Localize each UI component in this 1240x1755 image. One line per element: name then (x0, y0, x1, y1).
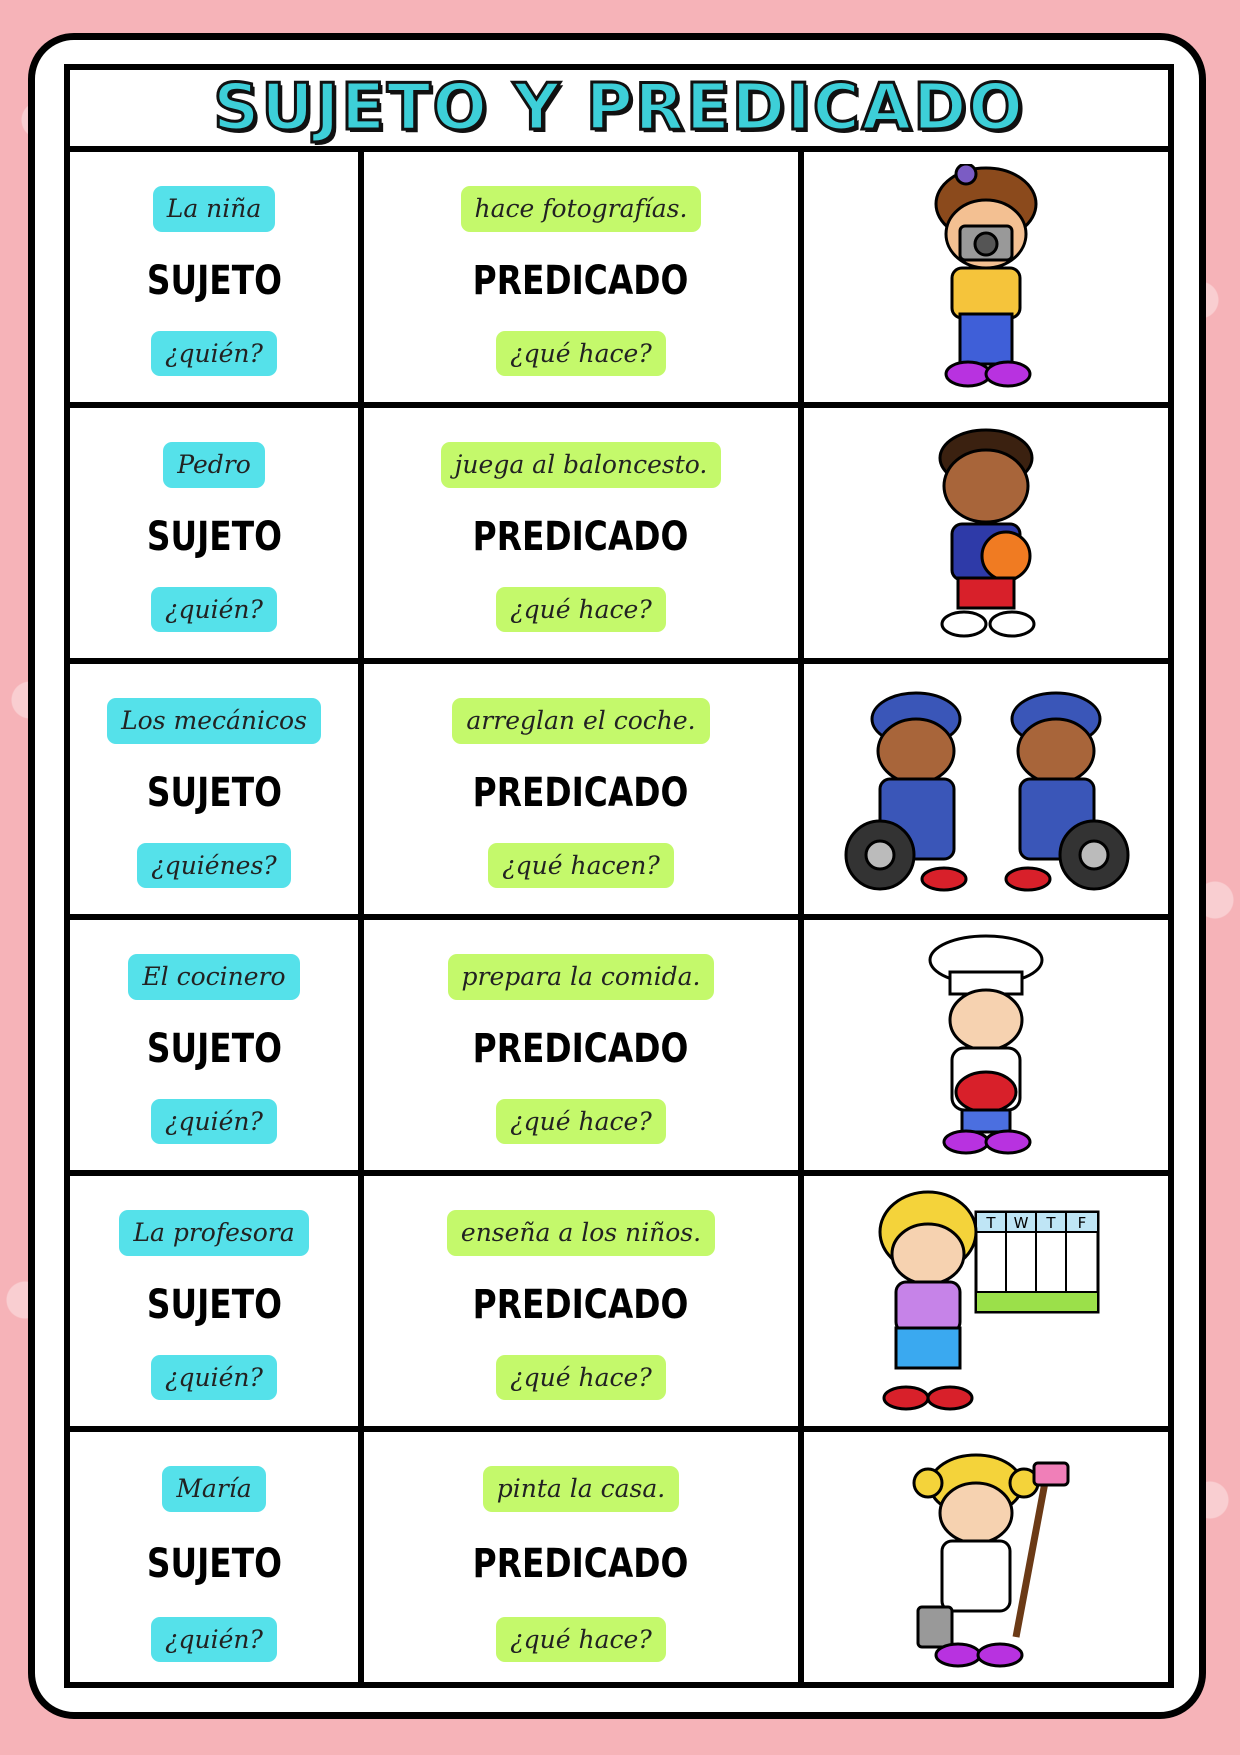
table-row (70, 408, 1168, 664)
subject-cell (70, 408, 364, 658)
subject-label: SUJETO (146, 258, 282, 304)
picture-cell (804, 664, 1168, 914)
predicate-cell (364, 1176, 804, 1426)
predicate-cell (364, 1432, 804, 1688)
predicate-pill: arreglan el coche. (452, 698, 709, 744)
predicate-cell (364, 152, 804, 402)
subject-cell (70, 664, 364, 914)
predicate-question-pill: ¿qué hacen? (488, 843, 674, 889)
predicate-question-pill: ¿qué hace? (496, 1617, 665, 1663)
subject-question-pill: ¿quiénes? (137, 843, 290, 889)
subject-pill: La profesora (119, 1210, 308, 1256)
girl-with-camera-illustration (916, 164, 1056, 390)
picture-cell (804, 1432, 1168, 1688)
picture-cell (804, 1176, 1168, 1426)
teacher-with-weather-chart-illustration (866, 1188, 1106, 1414)
subject-question-pill: ¿quién? (151, 1355, 277, 1401)
girl-painting-illustration (896, 1447, 1076, 1673)
predicate-pill: juega al baloncesto. (441, 442, 722, 488)
subject-question-pill: ¿quién? (151, 1617, 277, 1663)
predicate-question-pill: ¿qué hace? (496, 331, 665, 377)
picture-cell (804, 408, 1168, 658)
predicate-label: PREDICADO (473, 1541, 689, 1587)
chart-day-letter: F (1077, 1214, 1087, 1232)
table-row (70, 664, 1168, 920)
subject-question-pill: ¿quién? (151, 331, 277, 377)
predicate-label: PREDICADO (473, 514, 689, 560)
predicate-pill: enseña a los niños. (447, 1210, 715, 1256)
title-row (70, 70, 1168, 152)
table-row (70, 1176, 1168, 1432)
table-row (70, 1432, 1168, 1688)
table-row (70, 920, 1168, 1176)
chart-day-letter: W (1013, 1214, 1029, 1232)
subject-label: SUJETO (146, 1541, 282, 1587)
worksheet-table (64, 64, 1174, 1688)
predicate-cell (364, 920, 804, 1170)
subject-label: SUJETO (146, 1026, 282, 1072)
subject-cell (70, 152, 364, 402)
two-mechanics-illustration (836, 679, 1136, 899)
predicate-cell (364, 408, 804, 658)
subject-label: SUJETO (146, 770, 282, 816)
predicate-cell (364, 664, 804, 914)
picture-cell (804, 152, 1168, 402)
subject-question-pill: ¿quién? (151, 587, 277, 633)
predicate-pill: pinta la casa. (483, 1466, 679, 1512)
subject-label: SUJETO (146, 514, 282, 560)
subject-cell (70, 1432, 364, 1688)
chart-day-letter: T (986, 1214, 996, 1232)
subject-pill: María (162, 1466, 265, 1512)
predicate-label: PREDICADO (473, 770, 689, 816)
subject-pill: Los mecánicos (107, 698, 321, 744)
predicate-label: PREDICADO (473, 258, 689, 304)
subject-pill: El cocinero (128, 954, 299, 1000)
predicate-pill: prepara la comida. (448, 954, 715, 1000)
subject-cell (70, 1176, 364, 1426)
picture-cell (804, 920, 1168, 1170)
predicate-question-pill: ¿qué hace? (496, 1099, 665, 1145)
subject-question-pill: ¿quién? (151, 1099, 277, 1145)
subject-cell (70, 920, 364, 1170)
predicate-question-pill: ¿qué hace? (496, 587, 665, 633)
page-title: SUJETO Y PREDICADO (213, 71, 1025, 145)
chart-day-letter: T (1046, 1214, 1056, 1232)
table-row (70, 152, 1168, 408)
subject-pill: Pedro (163, 442, 265, 488)
predicate-label: PREDICADO (473, 1026, 689, 1072)
predicate-pill: hace fotografías. (461, 186, 702, 232)
subject-label: SUJETO (146, 1282, 282, 1328)
subject-pill: La niña (153, 186, 276, 232)
boy-with-basketball-illustration (916, 428, 1056, 638)
chef-illustration (916, 932, 1056, 1158)
predicate-question-pill: ¿qué hace? (496, 1355, 665, 1401)
predicate-label: PREDICADO (473, 1282, 689, 1328)
